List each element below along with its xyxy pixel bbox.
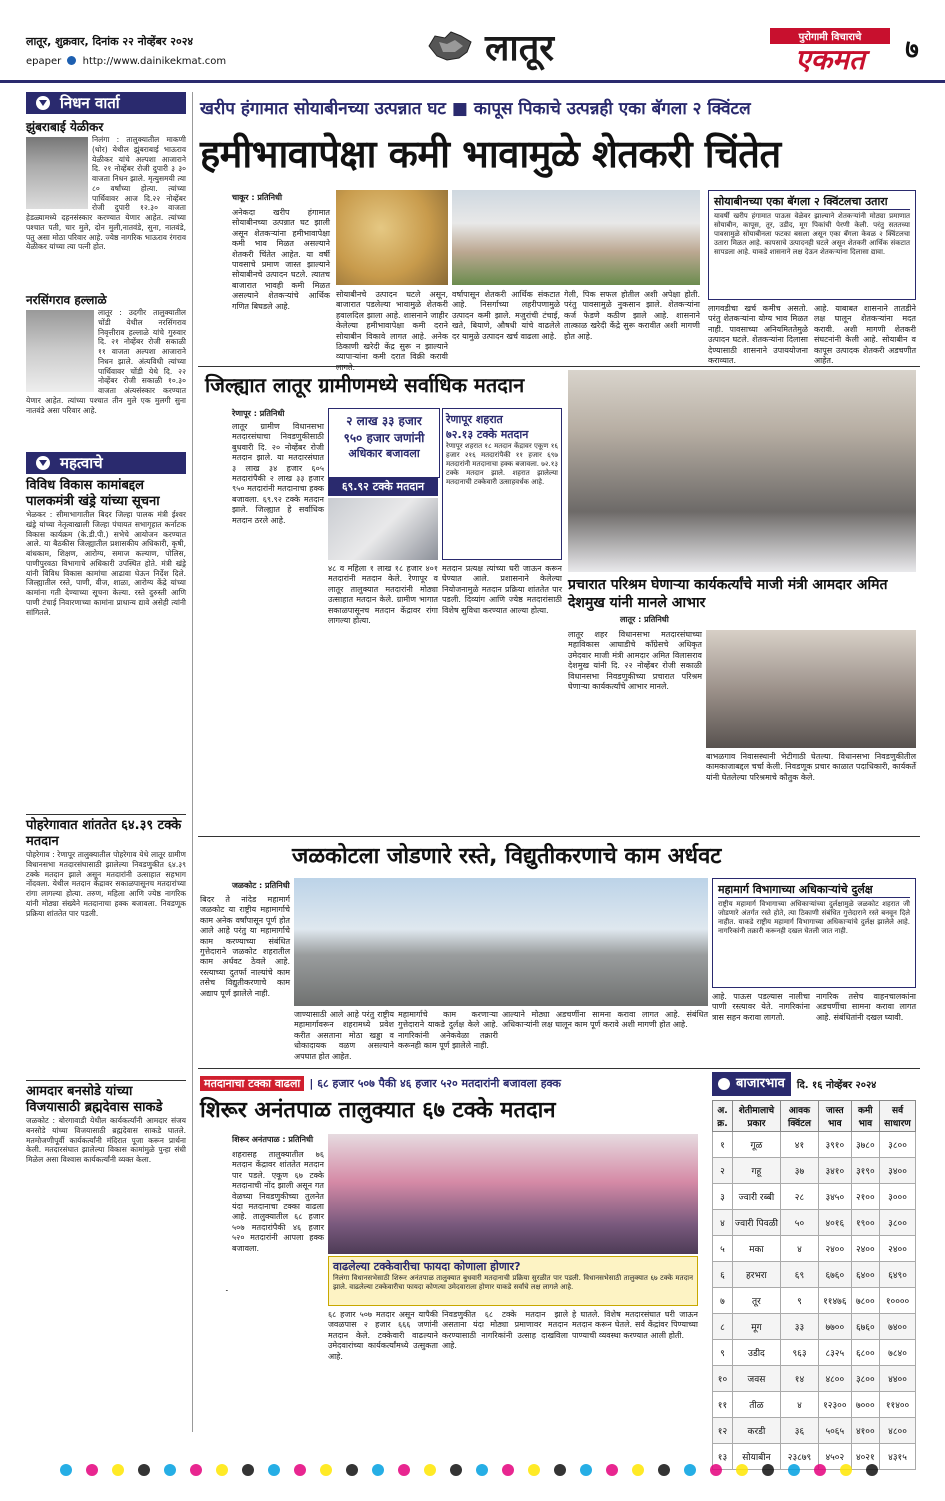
market-cell: ४०१६ bbox=[819, 1210, 851, 1236]
shirur-col3: ६८ हजार ५०७ मतदार असून यापैकी जवळपास २ हजार ६६६ जणांनी मतदान केले. टक्केवारी वाढल्याने उमेदवारांच्या कार्यकर्त्यांमध्ये उत्सुकता आहे. bbox=[328, 1310, 438, 1361]
market-cell: ३९१० bbox=[819, 1132, 851, 1158]
highway-col1: आहे. पाऊस पडल्यास नालीचा पाणी रस्त्यावर येते. नागरिकांना त्रास सहन करावा लागतो. bbox=[712, 992, 810, 1022]
market-cell: ५ bbox=[713, 1236, 733, 1262]
registration-dot bbox=[814, 1464, 826, 1476]
market-date: दि. १६ नोव्हेंबर २०२४ bbox=[796, 1080, 877, 1091]
market-cell: ९ bbox=[713, 1340, 733, 1366]
chevron-down-icon bbox=[36, 456, 50, 470]
jalkot-road-photo bbox=[294, 878, 708, 1006]
registration-dot bbox=[736, 1464, 748, 1476]
item2-text: पोहरेगाव : रेणापूर तालुक्यातील पोहरेगाव येथे लातूर ग्रामीण विधानसभा मतदारसंघासाठी झालेल्या निवडणुकीत ६४.३९ टक्के मतदान झाले असून मतदारांनी उत्साहात सहभाग नोंदवला. येथील मतदान केंद्रावर सकाळपासूनच मतदारांच्या रांगा लागल्या होत्या. तरुण, महिला आणि ज्येष्ठ नागरिक यांनी मोठ्या संख्येने मतदानाचा हक्क बजावला. निवडणूक प्रक्रिया शांततेत पार पडली. bbox=[26, 850, 186, 918]
market-cell: ११ bbox=[713, 1392, 733, 1418]
registration-dot bbox=[840, 1464, 852, 1476]
market-cell: ४१०० bbox=[851, 1418, 880, 1444]
registration-dot bbox=[424, 1464, 436, 1476]
deshmukh-photo-1 bbox=[568, 370, 916, 572]
shirur-kicker-rest: | ६८ हजार ५०७ पैकी ४६ हजार ५२० मतदारांनी बजावला हक्क bbox=[309, 1077, 561, 1090]
market-col-header: आवक क्विंटल bbox=[780, 1101, 818, 1132]
market-cell: ८३२५ bbox=[819, 1340, 851, 1366]
market-cell: २४०० bbox=[851, 1236, 880, 1262]
deshmukh-col1: लातूर शहर विधानसभा मतदारसंघाच्या महाविकास आघाडीचे काँग्रेसचे अधिकृत उमेदवार माजी मंत्री आमदार अमित विलासराव देशमुख यांनी दि. २२ नोव्हेंबर रोजी सकाळी विधानसभा निवडणुकीच्या प्रचारात परिश्रम घेणाऱ्या कार्यकर्त्यांचे आभार मानले. bbox=[568, 630, 702, 691]
registration-dot bbox=[606, 1464, 618, 1476]
market-row bbox=[713, 1392, 916, 1418]
market-cell: ९ bbox=[780, 1288, 818, 1314]
market-row bbox=[713, 1366, 916, 1392]
deshmukh-photo-2 bbox=[706, 630, 916, 748]
obit2-photo bbox=[26, 310, 94, 392]
voting-byline: रेणापूर : प्रतिनिधी bbox=[232, 409, 285, 418]
soybean-photo bbox=[336, 190, 448, 285]
market-cell: २४०० bbox=[880, 1236, 916, 1262]
market-cell: २१०० bbox=[851, 1184, 880, 1210]
obit2-name: नरसिंगराव हल्लाळे bbox=[26, 293, 107, 307]
market-row bbox=[713, 1340, 916, 1366]
shirur-col4: निवडणुकीत ६८ टक्के मतदान झाले असताना यंदा मोठ्या प्रमाणावर मतदान करण्यासाठी नागरिकांनी उत्साह दाखविला आहे. bbox=[442, 1310, 568, 1351]
renapur-head2: ७२.१३ टक्के मतदान bbox=[446, 428, 529, 441]
evm-photo bbox=[328, 498, 438, 560]
market-row bbox=[713, 1158, 916, 1184]
shirur-kicker-bar bbox=[200, 1072, 698, 1090]
market-cell: ६४९० bbox=[880, 1262, 916, 1288]
voting-stat-line1: २ लाख ३३ हजार bbox=[346, 414, 422, 428]
market-cell: २३८७९ bbox=[780, 1444, 818, 1470]
jalkot-col1: बिदर ते नांदेड महामार्ग जळकोट या राष्ट्रीय महामार्गाचे काम अनेक वर्षांपासून पूर्ण होत आले आहे परंतु या महामार्गाचे काम करण्याच्या संबंधित गुत्तेदाराने जळकोट शहरातील काम अर्धवट ठेवले आहे. रस्त्याच्या दुतर्फा नाल्यांचे काम तसेच विद्युतीकरणाचे काम अद्याप पूर्ण झालेले नाही. bbox=[200, 895, 290, 998]
market-cell: ११४७६ bbox=[819, 1288, 851, 1314]
market-table bbox=[712, 1100, 916, 1470]
jalkot-col2: जाण्यासाठी आले आहे परंतु राष्ट्रीय महामार्गावरून शहरामध्ये प्रवेश करीत असताना मोठा खड्डा व धोकादायक वळण असल्याने अपघात होत आहेत. bbox=[294, 1010, 394, 1061]
registration-dot bbox=[528, 1464, 540, 1476]
market-row bbox=[713, 1418, 916, 1444]
registration-dot bbox=[502, 1464, 514, 1476]
market-cell: ४४०० bbox=[880, 1366, 916, 1392]
soybean-col5: लागवडीचा खर्च कमीच असतो. परंतु शेतकऱ्यांना योग्य भाव मिळत नाही. पावसाच्या अनियमिततेमुळे उत्पादन घटले. शेतकऱ्यांना दिलासा देण्यासाठी शासनाने उपाययोजना कराव्यात. bbox=[708, 304, 808, 365]
shirur-headline: शिरूर अनंतपाळ तालुक्यात ६७ टक्के मतदान bbox=[200, 1098, 556, 1123]
highway-sidebar-text: राष्ट्रीय महामार्ग विभागाच्या अधिकाऱ्यांच्या दुर्लक्षामुळे जळकोट शहरात जी जोडणारे अंतर्गत रस्ते होते, त्या ठिकाणी संबंधित गुत्तेदाराने रस्ते बनवून दिले नाहीत. याकडे राष्ट्रीय महामार्ग विभागाच्या अधिकाऱ्यांचे दुर्लक्ष झालेले आहे. नागरिकांनी तक्रारी करूनही दखल घेतली जात नाही. bbox=[718, 900, 910, 936]
market-cell: ४१ bbox=[780, 1132, 818, 1158]
voting-headline: जिल्ह्यात लातूर ग्रामीणमध्ये सर्वाधिक मतदान bbox=[205, 373, 525, 397]
market-cell: १३ bbox=[713, 1444, 733, 1470]
masthead bbox=[0, 0, 945, 88]
cotton-sidebar bbox=[708, 190, 916, 300]
voting-stat-line3: अधिकार बजावला bbox=[348, 447, 420, 460]
registration-dot bbox=[294, 1464, 306, 1476]
market-cell: ८ bbox=[713, 1314, 733, 1340]
market-cell: ३४१० bbox=[819, 1158, 851, 1184]
jalkot-col3: महामार्गाचे काम करणाऱ्या गुत्तेदाराने याकडे दुर्लक्ष केले आहे. नागरिकांनी अनेकवेळा तक्रारी करूनही काम पूर्ण झालेले नाही. bbox=[398, 1010, 498, 1051]
market-header bbox=[712, 1072, 916, 1096]
market-cell: मूग bbox=[732, 1314, 780, 1340]
market-cell: ३४०० bbox=[880, 1158, 916, 1184]
epaper-line bbox=[26, 56, 226, 67]
shirur-col5: हे घातले. विशेष मतदारसंघात घरी जाऊन मतदान करून घेतले. सर्व केंद्रांवर पिण्याच्या पाण्याची व्यवस्था करण्यात आली होती. bbox=[572, 1310, 698, 1340]
registration-dot bbox=[684, 1464, 696, 1476]
cotton-photo bbox=[452, 190, 700, 285]
registration-dot bbox=[86, 1464, 98, 1476]
shirur-col1: शहरासह तालुक्यातील ७६ मतदान केंद्रावर शांततेत मतदान पार पडले. एकूण ६७ टक्के मतदानाची नोंद झाली असून गत वेळच्या निवडणुकीच्या तुलनेत यंदा मतदानाचा टक्का वाढला आहे. तालुक्यातील ६८ हजार ५०७ मतदारांपैकी ४६ हजार ५२० मतदारांनी आपला हक्क बजावला. bbox=[232, 1150, 324, 1253]
registration-dot bbox=[710, 1464, 722, 1476]
market-cell: ३८०० bbox=[880, 1132, 916, 1158]
logo-tagline: पुरोगामी विचाराचे bbox=[770, 28, 890, 44]
registration-dot bbox=[60, 1464, 72, 1476]
voting-stat-line2: ९५० हजार जणांनी bbox=[343, 431, 425, 445]
market-row bbox=[713, 1314, 916, 1340]
market-cell: ११४०० bbox=[880, 1392, 916, 1418]
market-cell: ७८४० bbox=[880, 1340, 916, 1366]
jalkot-col4: आल्याने मोठ्या अडचणींना सामना करावा लागत आहे. संबंधित अधिकाऱ्यांनी लक्ष घालून काम पूर्ण करावे अशी मागणी होत आहे. bbox=[502, 1010, 708, 1030]
market-cell: ६७६० bbox=[851, 1314, 880, 1340]
market-cell: ६ bbox=[713, 1262, 733, 1288]
item3-text: जळकोट : बोरगावाडी येथील कार्यकर्त्यांनी आमदार संजय बनसोडे यांच्या विजयासाठी ब्रह्मदेवास साकडे घातले. मतमोजणीपूर्वी कार्यकर्त्यांनी मंदिरात पूजा करून प्रार्थना केली. मतदारसंघात झालेल्या विकास कामांमुळे पुन्हा संधी मिळेल असा विश्वास कार्यकर्त्यांनी व्यक्त केला. bbox=[26, 1116, 186, 1164]
market-cell: २४०० bbox=[819, 1236, 851, 1262]
registration-dot bbox=[268, 1464, 280, 1476]
item3-headline: आमदार बनसोडे यांच्या विजयासाठी ब्रह्मदेवास साकडे bbox=[26, 1080, 186, 1116]
market-cell: ४५०२ bbox=[819, 1444, 851, 1470]
obit1-photo bbox=[26, 137, 88, 209]
market-cell: ३८०० bbox=[851, 1366, 880, 1392]
market-cell: ७८०० bbox=[851, 1288, 880, 1314]
shirur-col2 bbox=[200, 1290, 228, 1291]
registration-dot bbox=[372, 1464, 384, 1476]
soybean-col6: आहे. याबाबत शासनाने तातडीने लक्ष घालून शेतकऱ्यांना मदत करावी. अशी मागणी शेतकरी संघटनांनी केली आहे. सोयाबीन व कापूस उत्पादक शेतकरी अडचणीत आहेत. bbox=[814, 304, 916, 365]
registration-dot bbox=[580, 1464, 592, 1476]
market-cell: १२ bbox=[713, 1418, 733, 1444]
market-cell: १४ bbox=[780, 1366, 818, 1392]
market-row bbox=[713, 1132, 916, 1158]
registration-dot bbox=[658, 1464, 670, 1476]
item1-headline: विविध विकास कामांबद्दल पालकमंत्री खंड्रे यांच्या सूचना bbox=[26, 478, 160, 509]
voting-col3: मतदान प्रत्यक्ष त्यांच्या घरी जाऊन करून घेण्यात आले. प्रशासनाने केलेल्या नियोजनामुळे मतदान प्रक्रिया शांततेत पार पडली. दिव्यांग आणि ज्येष्ठ मतदारांसाठी विशेष सुविधा करण्यात आल्या होत्या. bbox=[442, 564, 562, 615]
epaper-label: epaper bbox=[26, 56, 62, 67]
market-col-header: शेतीमालाचे प्रकार bbox=[732, 1101, 780, 1132]
voting-col2: ४८ व महिला १ लाख १८ हजार ४०१ मतदारांनी मतदान केले. रेणापूर व लातूर तालुक्यात मतदारांनी मोठ्या उत्साहात मतदान केले. ग्रामीण भागात सकाळपासूनच मतदान केंद्रावर रांगा लागल्या होत्या. bbox=[328, 564, 438, 625]
jalkot-headline: जळकोटला जोडणारे रस्ते, विद्युतीकरणाचे काम अर्धवट bbox=[292, 844, 722, 869]
market-row bbox=[713, 1288, 916, 1314]
registration-dot bbox=[320, 1464, 332, 1476]
important-section-header: महत्वाचे bbox=[26, 452, 186, 474]
registration-dot bbox=[164, 1464, 176, 1476]
market-cell: ६७६० bbox=[819, 1262, 851, 1288]
market-row bbox=[713, 1236, 916, 1262]
market-cell: सोयाबीन bbox=[732, 1444, 780, 1470]
market-cell: १९०० bbox=[851, 1210, 880, 1236]
market-cell: ५० bbox=[780, 1210, 818, 1236]
registration-marks bbox=[0, 1456, 945, 1486]
market-cell: ४०२१ bbox=[851, 1444, 880, 1470]
market-cell: ४ bbox=[780, 1392, 818, 1418]
shirur-inset-text: निलंगा विधानसभेसाठी शिरूर अनंतपाळ तालुक्यात बुधवारी मतदानाची प्रक्रिया सुरळीत पार पडली. विधानसभेसाठी तालुक्यात ६७ टक्के मतदान झाले. वाढलेल्या टक्केवारीचा फायदा कोणत्या उमेदवाराला होणार याकडे सर्वांचे लक्ष लागले आहे. bbox=[333, 1274, 693, 1292]
market-cell: ९६३ bbox=[780, 1340, 818, 1366]
chevron-down-icon bbox=[36, 96, 50, 110]
market-cell: १ bbox=[713, 1132, 733, 1158]
renapur-text: रेणापूर शहरात १८ मतदान केंद्रावर एकूण १६ हजार २१६ मतदारांपैकी ११ हजार ६९७ मतदारांनी मतदानाचा हक्क बजावला. ७२.१३ टक्के मतदान झाले. शहरात झालेल्या मतदानाची टक्केवारी उत्साहवर्धक आहे. bbox=[446, 442, 559, 487]
obit1-name: झुंबराबाई येळीकर bbox=[26, 120, 104, 134]
shirur-kicker: मतदानाचा टक्का वाढला bbox=[200, 1076, 304, 1091]
registration-dot bbox=[398, 1464, 410, 1476]
shirur-inset bbox=[328, 1256, 698, 1306]
market-col-header: सर्व साधारण bbox=[880, 1101, 916, 1132]
market-cell: १० bbox=[713, 1366, 733, 1392]
item1-text: भेळकर : सीमाभागातील बिदर जिल्हा पालक मंत्री ईश्वर खंड्रे यांच्या नेतृत्वाखाली जिल्हा पंचायत सभागृहात कर्नाटक विकास कार्यक्रम (के.डी.पी.) सभेचे आयोजन करण्यात आले. या बैठकीस जिल्ह्यातील प्रशासकीय अधिकारी, कृषी, बांधकाम, शिक्षण, आरोग्य, समाज कल्याण, पोलिस, पाणीपुरवठा विभागाचे अधिकारी उपस्थित होते. मंत्री खंड्रे यांनी विविध विकास कामांचा आढावा घेऊन निर्देश दिले. जिल्ह्यातील रस्ते, पाणी, वीज, शाळा, आरोग्य केंद्रे यांच्या कामांना गती देण्याच्या सूचना केल्या. रस्ते दुरुस्ती आणि पाणी टंचाई निवारणाच्या कामांना प्राधान्य द्यावे असेही त्यांनी सांगितले. bbox=[26, 510, 186, 617]
registration-dot bbox=[138, 1464, 150, 1476]
market-cell: ७ bbox=[713, 1288, 733, 1314]
market-cell: गूळ bbox=[732, 1132, 780, 1158]
registration-dot bbox=[762, 1464, 774, 1476]
obit-section-header: निधन वार्ता bbox=[26, 92, 186, 114]
cotton-sidebar-text: यावर्षी खरीप हंगामात पाऊस वेळेवर झाल्याने शेतकऱ्यांनी मोठ्या प्रमाणात सोयाबीन, कापूस, तूर, उडीद, मूग पिकांची पेरणी केली. परंतु सततच्या पावसामुळे सोयाबीनला फटका बसला असून एका बॅगला केवळ २ क्विंटलचा उतारा मिळत आहे. कापसाचे उत्पादनही घटले असून शेतकरी आर्थिक संकटात सापडला आहे. याकडे शासनाने लक्ष देऊन शेतकऱ्यांना दिलासा द्यावा. bbox=[714, 212, 910, 257]
market-col-header: जास्त भाव bbox=[819, 1101, 851, 1132]
market-cell: ४ bbox=[713, 1210, 733, 1236]
chevron-down-icon bbox=[718, 1078, 730, 1090]
market-cell: ७४०० bbox=[880, 1314, 916, 1340]
voting-col1: लातूर ग्रामीण विधानसभा मतदारसंघाचा निवडणुकीसाठी बुधवारी दि. २० नोव्हेंबर रोजी मतदान झाले. या मतदारसंघात ३ लाख ३४ हजार ६०५ मतदारांपैकी २ लाख ३३ हजार ९५० मतदारांनी मतदानाचा हक्क बजावला. ६९.९२ टक्के मतदान झाले. जिल्ह्यात हे सर्वाधिक मतदान ठरले आहे. bbox=[232, 422, 324, 525]
registration-dot bbox=[450, 1464, 462, 1476]
market-col-header: अ. क्र. bbox=[713, 1101, 733, 1132]
logo-name: एकमत bbox=[795, 43, 865, 76]
market-cell: ७००० bbox=[851, 1392, 880, 1418]
registration-dot bbox=[866, 1464, 878, 1476]
shirur-inset-headline: वाढलेल्या टक्केवारीचा फायदा कोणाला होणार? bbox=[333, 1260, 521, 1273]
market-cell: तूर bbox=[732, 1288, 780, 1314]
market-cell: मका bbox=[732, 1236, 780, 1262]
soybean-col2: सोयाबीनचे उत्पादन घटले असून, बाजारात पडलेल्या भावामुळे शेतकरी हवालदिल झाला आहे. शासनाने जाहीर केलेल्या हमीभावापेक्षा कमी दराने सोयाबीन विकावे लागत आहे. अनेक ठिकाणी खरेदी केंद्र सुरू न झाल्याने व्यापाऱ्यांना कमी दरात विक्री करावी लागते. bbox=[336, 290, 448, 372]
voting-stat-box bbox=[328, 408, 440, 478]
market-cell: करडी bbox=[732, 1418, 780, 1444]
registration-dot bbox=[112, 1464, 124, 1476]
registration-dot bbox=[554, 1464, 566, 1476]
market-cell: हरभरा bbox=[732, 1262, 780, 1288]
registration-dot bbox=[216, 1464, 228, 1476]
market-title: बाजारभाव bbox=[712, 1072, 791, 1096]
registration-dot bbox=[346, 1464, 358, 1476]
market-cell: ५०६५ bbox=[819, 1418, 851, 1444]
market-cell: १०००० bbox=[880, 1288, 916, 1314]
market-cell: २८ bbox=[780, 1184, 818, 1210]
dateline: लातूर, शुक्रवार, दिनांक २२ नोव्हेंबर २०२४ bbox=[26, 35, 194, 48]
market-cell: ७७०० bbox=[819, 1314, 851, 1340]
market-cell: ६८०० bbox=[851, 1340, 880, 1366]
market-cell: ३८०० bbox=[880, 1210, 916, 1236]
cotton-sidebar-headline: सोयाबीनच्या एका बॅगला २ क्विंटलचा उतारा bbox=[714, 194, 910, 210]
deshmukh-headline: प्रचारात परिश्रम घेणाऱ्या कार्यकर्त्यांचे माजी मंत्री आमदार अमित देशमुख यांनी मानले आभार bbox=[568, 577, 888, 611]
registration-dot bbox=[788, 1464, 800, 1476]
left-column bbox=[26, 92, 186, 1432]
soybean-col3: वर्षापासून शेतकरी आर्थिक संकटात आहे. निसर्गाच्या लहरीपणामुळे उत्पादन कमी झाले. मजुरांची टंचाई, खते, बियाणे, औषधी यांचे वाढलेले दर यामुळे उत्पादन खर्च वाढला आहे. bbox=[452, 290, 560, 341]
market-cell: उडीद bbox=[732, 1340, 780, 1366]
market-row bbox=[713, 1184, 916, 1210]
market-cell: गहू bbox=[732, 1158, 780, 1184]
soybean-byline: चाकूर : प्रतिनिधी bbox=[232, 193, 283, 202]
market-cell: ३१९० bbox=[851, 1158, 880, 1184]
market-cell: ३७८० bbox=[851, 1132, 880, 1158]
obit2-text: लातूर : उदगीर तालुक्यातील चोंडी येथील नरसिंगराव निवृत्तीराव हल्लाळे यांचे गुरुवार दि. २१ नोव्हेंबर रोजी सकाळी ११ वाजता अल्पशा आजाराने निधन झाले. अंत्यविधी त्यांच्या पार्थिवावर चोंडी येथे दि. २२ नोव्हेंबर रोजी सकाळी १०.३० वाजता अंत्यसंस्कार करण्यात येणार आहेत. त्यांच्या पश्चात तीन मुले एक मुलगी सुना नातवंडे असा परिवार आहे. bbox=[26, 308, 186, 415]
item2-headline: पोहरेगावात शांततेत ६४.३९ टक्के मतदान bbox=[26, 814, 186, 850]
market-cell: ६४०० bbox=[851, 1262, 880, 1288]
soybean-col4: गेली, पिक सफल होतील अशी अपेक्षा होती. परंतु पावसामुळे नुकसान झाले. शेतकऱ्यांना कर्ज फेडणे कठीण झाले आहे. शासनाने तात्काळ खरेदी केंद्रे सुरू करावीत अशी मागणी होत आहे. bbox=[564, 290, 700, 341]
market-cell: ३६ bbox=[780, 1418, 818, 1444]
registration-dot bbox=[476, 1464, 488, 1476]
jalkot-byline: जळकोट : प्रतिनिधी bbox=[232, 881, 290, 890]
market-cell: ४८०० bbox=[819, 1366, 851, 1392]
highway-col2: नागरिक तसेच वाहनचालकांना अडचणींचा सामना करावा लागत आहे. संबंधितांनी दखल घ्यावी. bbox=[816, 992, 916, 1022]
logo bbox=[770, 28, 890, 80]
soybean-headline: हमीभावापेक्षा कमी भावामुळे शेतकरी चिंतेत bbox=[200, 132, 781, 176]
market-cell: जवस bbox=[732, 1366, 780, 1392]
renapur-box bbox=[442, 408, 562, 560]
shirur-voters-photo bbox=[328, 1134, 698, 1254]
market-cell: ज्वारी पिवळी bbox=[732, 1210, 780, 1236]
market-cell: १२३०० bbox=[819, 1392, 851, 1418]
market-cell: ३३ bbox=[780, 1314, 818, 1340]
soybean-col1: अनेकदा खरीप हंगामात सोयाबीनच्या उत्पन्नात घट झाली असून शेतकऱ्यांना हमीभावापेक्षा कमी भाव मिळत असल्याने शेतकरी चिंतेत आहेत. या वर्षी पावसाचे प्रमाण जास्त झाल्याने सोयाबीनचे उत्पादन घटले. त्यातच बाजारात भावही कमी मिळत असल्याने शेतकऱ्यांचे आर्थिक गणित बिघडले आहे. bbox=[232, 208, 330, 311]
market-row bbox=[713, 1210, 916, 1236]
market-cell: २ bbox=[713, 1158, 733, 1184]
registration-dot bbox=[242, 1464, 254, 1476]
registration-dot bbox=[190, 1464, 202, 1476]
shirur-byline: शिरूर अनंतपाळ : प्रतिनिधी bbox=[232, 1135, 314, 1144]
deshmukh-col2: बाभळगाव निवासस्थानी भेटीगाठी घेतल्या. विधानसभा निवडणुकीतील कामकाजाबद्दल चर्चा केली. निवडणूक प्रचार काळात पदाधिकारी, कार्यकर्ते यांनी घेतलेल्या परिश्रमाचे कौतुक केले. bbox=[706, 752, 916, 782]
highway-sidebar-headline: महामार्ग विभागाच्या अधिकाऱ्यांचे दुर्लक्ष bbox=[718, 882, 910, 898]
page-number: ७ bbox=[905, 35, 919, 65]
deshmukh-byline: लातूर : प्रतिनिधी bbox=[620, 615, 669, 624]
market-section bbox=[712, 1072, 916, 1463]
market-cell: ६९ bbox=[780, 1262, 818, 1288]
market-cell: ४८०० bbox=[880, 1418, 916, 1444]
edition-title: लातूर bbox=[485, 28, 554, 69]
market-row bbox=[713, 1262, 916, 1288]
market-cell: ३४५० bbox=[819, 1184, 851, 1210]
market-cell: ३ bbox=[713, 1184, 733, 1210]
market-cell: ४ bbox=[780, 1236, 818, 1262]
market-cell: तीळ bbox=[732, 1392, 780, 1418]
market-cell: ३००० bbox=[880, 1184, 916, 1210]
globe-icon bbox=[67, 56, 76, 65]
market-cell: ३७ bbox=[780, 1158, 818, 1184]
website-url[interactable]: http://www.dainikekmat.com bbox=[82, 56, 227, 67]
soybean-kicker: खरीप हंगामात सोयाबीनच्या उत्पन्नात घट ■ कापूस पिकाचे उत्पन्नही एका बॅगला २ क्विंटल bbox=[200, 99, 751, 119]
registration-dot bbox=[632, 1464, 644, 1476]
highway-sidebar bbox=[712, 878, 916, 988]
market-cell: ज्वारी रब्बी bbox=[732, 1184, 780, 1210]
market-col-header: कमी भाव bbox=[851, 1101, 880, 1132]
renapur-head1: रेणापूर शहरात bbox=[446, 413, 503, 426]
voting-pct-bar: ६९.९२ टक्के मतदान bbox=[328, 478, 438, 496]
obit1-text: निलंगा : तालुक्यातील माकणी (थोर) येथील झुंबराबाई भाऊराव येळीकर यांचे अल्पशा आजाराने दि. २१ नोव्हेंबर रोजी दुपारी ३ ३० वाजता निधन झाले. मृत्युसमयी त्या ८० वर्षांच्या होत्या. त्यांच्या पार्थिवावर आज दि.२२ नोव्हेंबर रोजी दुपारी १२.३० वाजता हेडळ्यामध्ये दहनसंस्कार करण्यात येणार आहेत. त्यांच्या पश्चात पती, चार मुले, दोन मुली,नातवंडे, सुना, नातवंडे, पतु असा मोठा परिवार आहे. ज्येष्ठ नागरिक भाऊराव रंगराव येळीकर यांच्या त्या पत्नी होत. bbox=[26, 135, 186, 252]
district-map-icon bbox=[425, 28, 475, 64]
market-cell: ४३१५ bbox=[880, 1444, 916, 1470]
